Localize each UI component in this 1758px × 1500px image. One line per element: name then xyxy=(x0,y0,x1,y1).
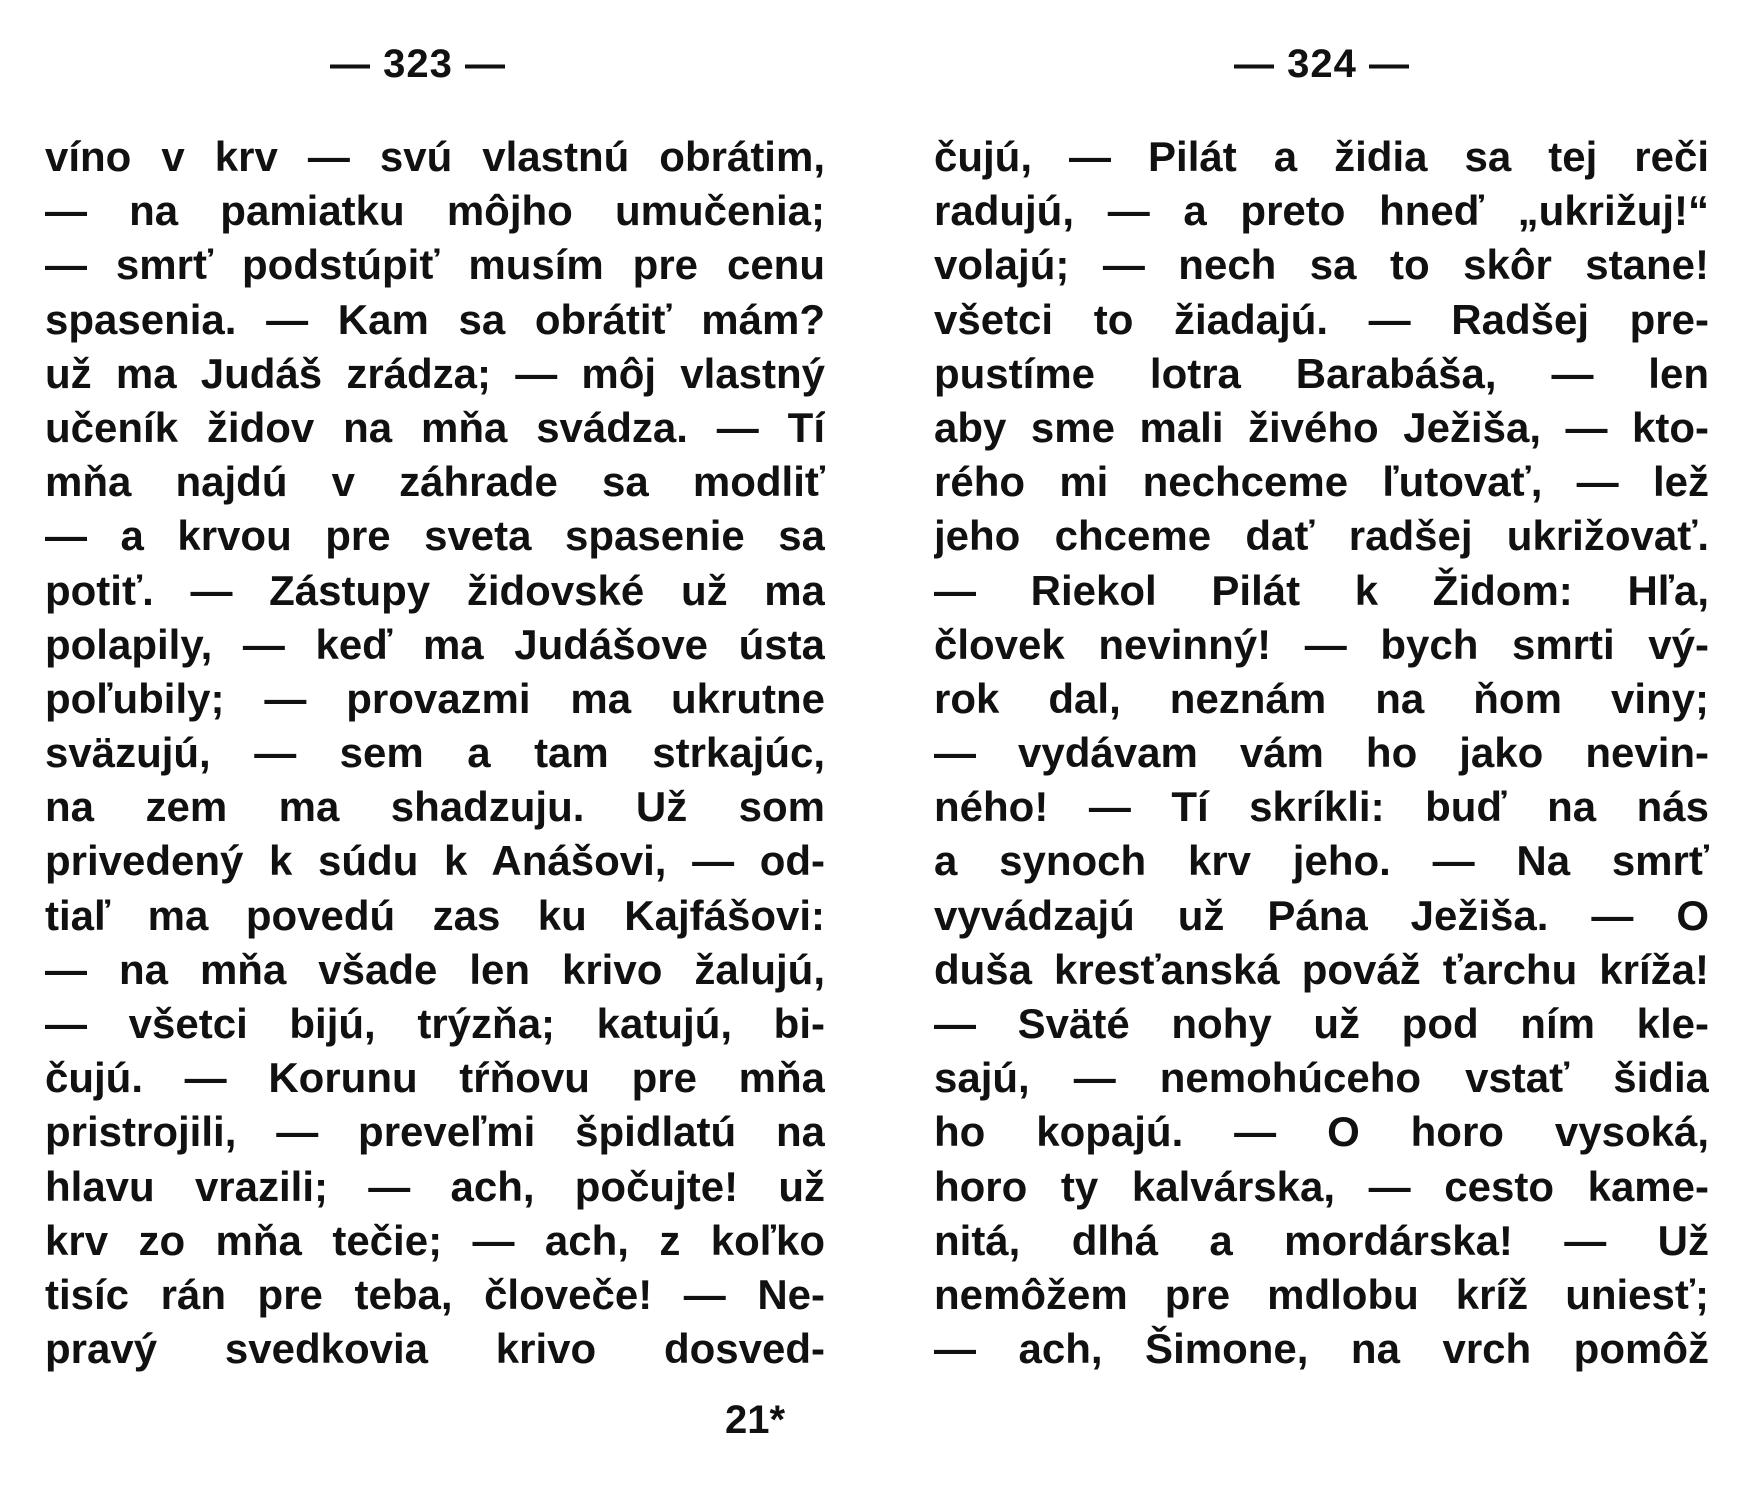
text-line: človek nevinný! — bych smrti vý- xyxy=(934,620,1709,668)
text-line: radujú, — a preto hneď „ukrižuj!“ xyxy=(934,187,1709,235)
text-line: jeho chceme dať radšej ukrižovať. xyxy=(934,512,1709,560)
right-page-number: — 324 — xyxy=(1234,42,1410,86)
text-line: a synoch krv jeho. — Na smrť xyxy=(934,837,1709,885)
text-line: — vydávam vám ho jako nevin- xyxy=(934,729,1709,777)
text-line: — Sväté nohy už pod ním kle- xyxy=(934,1000,1709,1047)
text-line: vyvádzajú už Pána Ježiša. — O xyxy=(934,891,1709,939)
text-line: učeník židov na mňa svádza. — Tí xyxy=(45,403,825,451)
text-line: — všetci bijú, trýzňa; katujú, bi- xyxy=(45,1000,825,1047)
text-line: polapily, — keď ma Judášove ústa xyxy=(45,620,825,668)
text-line: ného! — Tí skríkli: buď na nás xyxy=(934,783,1709,831)
left-page-number: — 323 — xyxy=(330,42,506,86)
text-line: mňa najdú v záhrade sa modliť xyxy=(45,458,825,506)
text-line: už ma Judáš zrádza; — môj vlastný xyxy=(45,349,825,397)
text-line: poľubily; — provazmi ma ukrutne xyxy=(45,674,825,722)
signature-mark: 21* xyxy=(725,1398,786,1442)
text-line: — na pamiatku môjho umučenia; xyxy=(45,187,825,235)
text-line: rok dal, neznám na ňom viny; xyxy=(934,674,1709,722)
text-line: hlavu vrazili; — ach, počujte! už xyxy=(45,1162,825,1210)
text-line: tisíc rán pre teba, človeče! — Ne- xyxy=(45,1270,825,1318)
text-line: ho kopajú. — O horo vysoká, xyxy=(934,1108,1709,1156)
text-line: potiť. — Zástupy židovské už ma xyxy=(45,566,825,614)
text-line: pustíme lotra Barabáša, — len xyxy=(934,349,1709,397)
text-line: — na mňa všade len krivo žalujú, xyxy=(45,945,825,993)
text-line: — smrť podstúpiť musím pre cenu xyxy=(45,241,825,289)
text-line: sväzujú, — sem a tam strkajúc, xyxy=(45,729,825,777)
right-page xyxy=(879,0,1758,1500)
text-line: — a krvou pre sveta spasenie sa xyxy=(45,512,825,560)
text-line: sajú, — nemohúceho vstať šidia xyxy=(934,1054,1709,1102)
text-line: rého mi nechceme ľutovať, — lež xyxy=(934,458,1709,506)
text-line: tiaľ ma povedú zas ku Kajfášovi: xyxy=(45,891,825,939)
text-line: duša kresťanská pováž ťarchu kríža! xyxy=(934,945,1709,993)
text-line: krv zo mňa tečie; — ach, z koľko xyxy=(45,1216,825,1264)
text-line: víno v krv — svú vlastnú obrátim, xyxy=(45,133,825,180)
text-line: pristrojili, — preveľmi špidlatú na xyxy=(45,1108,825,1156)
text-line: na zem ma shadzuju. Už som xyxy=(45,783,825,831)
text-line: horo ty kalvárska, — cesto kame- xyxy=(934,1162,1709,1210)
text-line: čujú, — Pilát a židia sa tej reči xyxy=(934,133,1709,180)
text-line: privedený k súdu k Anášovi, — od- xyxy=(45,837,825,885)
text-line: nemôžem pre mdlobu kríž uniesť; xyxy=(934,1270,1709,1318)
text-line: — ach, Šimone, na vrch pomôž xyxy=(934,1325,1709,1373)
text-line: čujú. — Korunu tŕňovu pre mňa xyxy=(45,1054,825,1102)
text-line: volajú; — nech sa to skôr stane! xyxy=(934,241,1709,289)
text-line: — Riekol Pilát k Židom: Hľa, xyxy=(934,566,1709,614)
text-line: spasenia. — Kam sa obrátiť mám? xyxy=(45,295,825,343)
text-line: všetci to žiadajú. — Radšej pre- xyxy=(934,295,1709,343)
left-page-text xyxy=(45,130,825,1376)
text-line: nitá, dlhá a mordárska! — Už xyxy=(934,1216,1709,1264)
text-line: pravý svedkovia krivo dosved- xyxy=(45,1325,825,1373)
text-line: aby sme mali živého Ježiša, — kto- xyxy=(934,403,1709,451)
right-page-text xyxy=(934,130,1709,1376)
